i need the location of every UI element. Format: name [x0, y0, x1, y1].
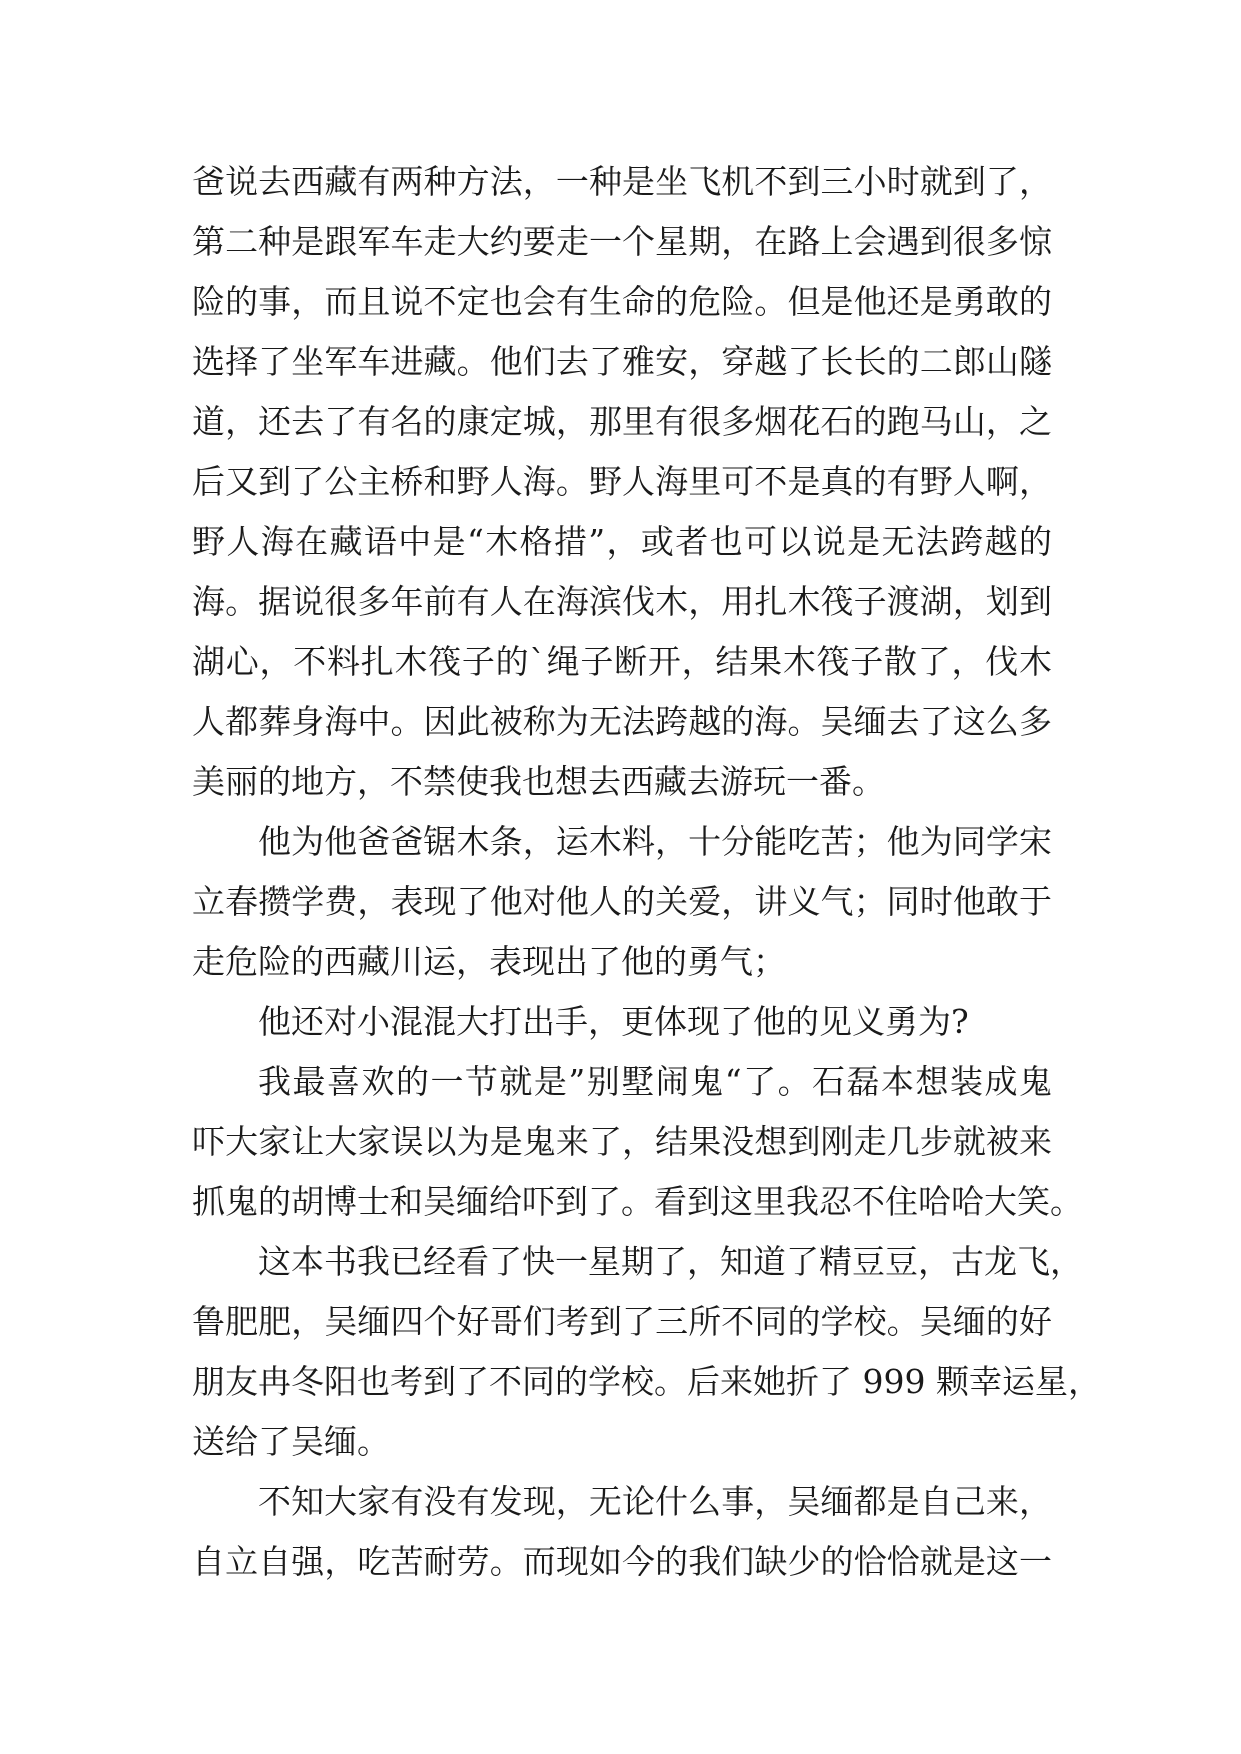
text-line: 险的事，而且说不定也会有生命的危险。但是他还是勇敢的: [192, 282, 1052, 321]
document-body: [192, 152, 1101, 1592]
text-line: 立春攒学费，表现了他对他人的关爱，讲义气；同时他敢于: [192, 882, 1052, 921]
text-line: 海。据说很多年前有人在海滨伐木，用扎木筏子渡湖，划到: [192, 582, 1052, 621]
text-line: 吓大家让大家误以为是鬼来了，结果没想到刚走几步就被来: [192, 1122, 1052, 1161]
text-line: 第二种是跟军车走大约要走一个星期，在路上会遇到很多惊: [192, 222, 1052, 261]
text-line: 爸说去西藏有两种方法，一种是坐飞机不到三小时就到了，: [192, 162, 1052, 201]
text-line: 朋友冉冬阳也考到了不同的学校。后来她折了 999 颗幸运星，: [192, 1362, 1101, 1401]
text-line: 不知大家有没有发现，无论什么事，吴缅都是自己来，: [258, 1482, 1052, 1521]
paragraph: [192, 992, 1052, 1052]
paragraph: [192, 1052, 1083, 1232]
text-line: 我最喜欢的一节就是”别墅闹鬼“了。石磊本想装成鬼: [258, 1062, 1052, 1101]
text-line: 抓鬼的胡博士和吴缅给吓到了。看到这里我忍不住哈哈大笑。: [192, 1182, 1083, 1221]
paragraph: [192, 812, 1052, 992]
text-line: 鲁肥肥，吴缅四个好哥们考到了三所不同的学校。吴缅的好: [192, 1302, 1052, 1341]
paragraph: [192, 1232, 1101, 1472]
paragraph: [192, 1472, 1052, 1592]
text-line: 野人海在藏语中是“木格措”，或者也可以说是无法跨越的: [192, 522, 1052, 561]
text-line: 他为他爸爸锯木条，运木料，十分能吃苦；他为同学宋: [258, 822, 1052, 861]
text-line: 道，还去了有名的康定城，那里有很多烟花石的跑马山，之: [192, 402, 1052, 441]
text-line: 他还对小混混大打出手，更体现了他的见义勇为?: [258, 1002, 969, 1041]
document-page: [192, 152, 1101, 1592]
paragraph: [192, 152, 1052, 812]
text-line: 湖心，不料扎木筏子的`绳子断开，结果木筏子散了，伐木: [192, 642, 1052, 681]
text-line: 这本书我已经看了快一星期了，知道了精豆豆，古龙飞，: [258, 1242, 1083, 1281]
text-line: 走危险的西藏川运，表现出了他的勇气；: [192, 942, 786, 981]
text-line: 美丽的地方，不禁使我也想去西藏去游玩一番。: [192, 762, 885, 801]
text-line: 人都葬身海中。因此被称为无法跨越的海。吴缅去了这么多: [192, 702, 1052, 741]
text-line: 送给了吴缅。: [192, 1422, 390, 1461]
text-line: 选择了坐军车进藏。他们去了雅安，穿越了长长的二郎山隧: [192, 342, 1052, 381]
text-line: 后又到了公主桥和野人海。野人海里可不是真的有野人啊，: [192, 462, 1052, 501]
text-line: 自立自强，吃苦耐劳。而现如今的我们缺少的恰恰就是这一: [192, 1542, 1052, 1581]
